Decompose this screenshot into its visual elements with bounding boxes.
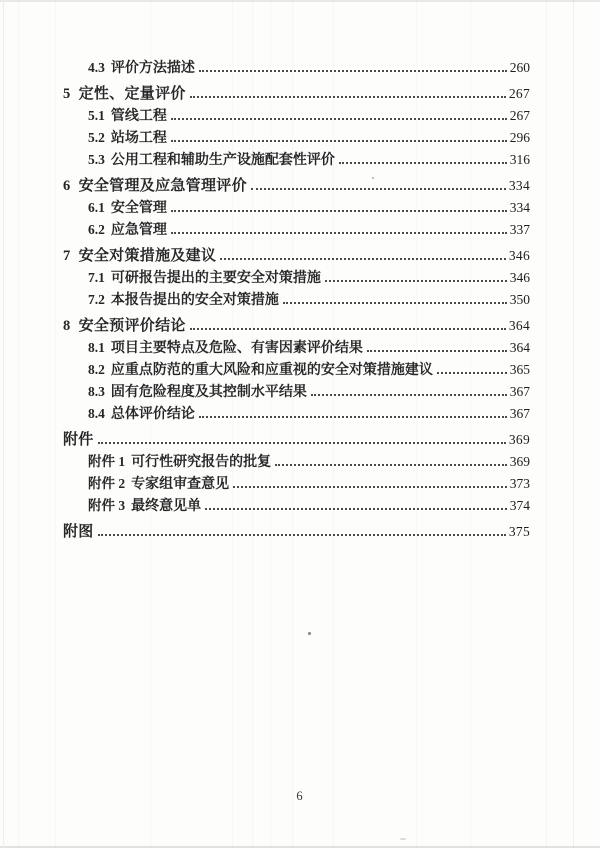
toc-entry-page: 365 bbox=[509, 362, 530, 377]
toc-entry-title: 本报告提出的安全对策措施 bbox=[110, 293, 279, 308]
dot-leader bbox=[205, 508, 507, 510]
dot-leader bbox=[190, 328, 506, 330]
scan-stripe bbox=[573, 0, 574, 848]
toc-entry-number: 7.2 bbox=[88, 292, 105, 307]
toc-entry-page: 267 bbox=[509, 108, 530, 123]
toc-entry-number: 6 bbox=[63, 178, 71, 194]
toc-entry bbox=[63, 197, 530, 219]
dot-leader bbox=[171, 232, 507, 234]
toc-entry-title: 最终意见单 bbox=[131, 499, 202, 514]
toc-entry bbox=[63, 429, 530, 451]
toc-entry bbox=[63, 245, 530, 267]
toc-entry-title: 附图 bbox=[63, 524, 94, 540]
toc-entry-page: 373 bbox=[509, 476, 530, 491]
toc-entry-title: 固有危险程度及其控制水平结果 bbox=[110, 385, 307, 400]
toc-entry-title: 可研报告提出的主要安全对策措施 bbox=[110, 271, 321, 286]
toc-entry-title: 定性、定量评价 bbox=[78, 86, 186, 102]
toc-entry bbox=[63, 57, 530, 79]
toc-entry bbox=[63, 315, 530, 337]
toc-entry-page: 334 bbox=[508, 178, 530, 193]
toc-entry-number: 附件 2 bbox=[88, 476, 126, 491]
toc-entry bbox=[63, 219, 530, 241]
toc-entry bbox=[63, 267, 530, 289]
toc-entry-title: 评价方法描述 bbox=[110, 61, 195, 76]
page-number: 6 bbox=[296, 789, 304, 803]
dot-leader bbox=[275, 464, 507, 466]
toc-entry bbox=[63, 337, 530, 359]
toc-entry-number: 8 bbox=[63, 318, 71, 334]
scan-edge-top bbox=[0, 0, 600, 2]
dot-leader bbox=[251, 188, 506, 190]
dot-leader bbox=[171, 210, 507, 212]
dot-leader bbox=[233, 486, 507, 488]
toc-entry-title: 项目主要特点及危险、有害因素评价结果 bbox=[110, 341, 363, 356]
toc-entry-title: 站场工程 bbox=[110, 131, 167, 146]
toc-entry-number: 8.1 bbox=[88, 340, 105, 355]
toc-entry bbox=[63, 105, 530, 127]
toc-entry-title: 专家组审查意见 bbox=[131, 477, 230, 492]
toc-entry-number: 5.3 bbox=[88, 152, 105, 167]
toc-entry bbox=[63, 289, 530, 311]
toc-entry-page: 267 bbox=[508, 86, 530, 101]
toc-entry-number: 8.3 bbox=[88, 384, 105, 399]
toc-entry-page: 367 bbox=[509, 406, 530, 421]
toc-entry-title: 管线工程 bbox=[110, 109, 167, 124]
toc-entry-page: 316 bbox=[509, 152, 530, 167]
toc-entry-title: 安全预评价结论 bbox=[78, 318, 186, 334]
toc-entry-page: 346 bbox=[509, 270, 530, 285]
toc-entry bbox=[63, 521, 530, 543]
toc-entry-page: 369 bbox=[509, 454, 530, 469]
dot-leader bbox=[283, 302, 507, 304]
scan-stripe bbox=[55, 0, 56, 848]
toc-entry bbox=[63, 83, 530, 105]
dot-leader bbox=[367, 350, 507, 352]
scan-speck bbox=[308, 632, 311, 635]
toc-entry bbox=[63, 149, 530, 171]
dot-leader bbox=[199, 416, 507, 418]
toc-entry-title: 应重点防范的重大风险和应重视的安全对策措施建议 bbox=[110, 363, 433, 378]
toc-entry-page: 367 bbox=[509, 384, 530, 399]
toc-entry-number: 附件 3 bbox=[88, 498, 126, 513]
toc-entry-number: 附件 1 bbox=[88, 454, 126, 469]
toc-entry-number: 5.1 bbox=[88, 108, 105, 123]
toc-entry-page: 369 bbox=[508, 432, 530, 447]
dot-leader bbox=[220, 258, 506, 260]
dot-leader bbox=[171, 140, 507, 142]
toc-entry-number: 6.1 bbox=[88, 200, 105, 215]
toc-entry-number: 8.4 bbox=[88, 406, 105, 421]
toc-entry-page: 364 bbox=[508, 318, 530, 333]
toc-entry-title: 安全对策措施及建议 bbox=[78, 248, 217, 264]
toc-entry-title: 安全管理 bbox=[110, 201, 167, 216]
dot-leader bbox=[199, 70, 507, 72]
toc-entry-title: 可行性研究报告的批复 bbox=[131, 455, 272, 470]
toc-entry-title: 公用工程和辅助生产设施配套性评价 bbox=[110, 153, 335, 168]
toc-entry-title: 安全管理及应急管理评价 bbox=[78, 178, 247, 194]
toc-entry-number: 7.1 bbox=[88, 270, 105, 285]
toc-entry bbox=[63, 127, 530, 149]
dot-leader bbox=[171, 118, 507, 120]
toc-entry-number: 7 bbox=[63, 248, 71, 264]
dot-leader bbox=[325, 280, 507, 282]
toc-entry-number: 8.2 bbox=[88, 362, 105, 377]
toc-entry bbox=[63, 403, 530, 425]
toc-entry-title: 应急管理 bbox=[110, 223, 167, 238]
toc-entry bbox=[63, 473, 530, 495]
toc-entry-page: 334 bbox=[509, 200, 530, 215]
scan-stripe bbox=[546, 0, 547, 848]
toc-entry-page: 375 bbox=[508, 524, 530, 539]
toc-entry-number: 5.2 bbox=[88, 130, 105, 145]
toc-entry bbox=[63, 495, 530, 517]
table-of-contents bbox=[63, 57, 530, 543]
toc-entry-page: 350 bbox=[509, 292, 530, 307]
toc-entry bbox=[63, 175, 530, 197]
dot-leader bbox=[311, 394, 507, 396]
toc-entry-page: 337 bbox=[509, 222, 530, 237]
dot-leader bbox=[190, 96, 506, 98]
toc-entry-number: 6.2 bbox=[88, 222, 105, 237]
toc-entry bbox=[63, 451, 530, 473]
toc-entry-page: 346 bbox=[508, 248, 530, 263]
toc-entry-page: 374 bbox=[509, 498, 530, 513]
toc-entry-page: 296 bbox=[509, 130, 530, 145]
dot-leader bbox=[437, 372, 507, 374]
dot-leader bbox=[98, 534, 506, 536]
toc-entry-page: 260 bbox=[509, 60, 530, 75]
toc-entry-number: 4.3 bbox=[88, 60, 105, 75]
dot-leader bbox=[339, 162, 507, 164]
toc-entry-number: 5 bbox=[63, 86, 71, 102]
scan-edge-left bbox=[3, 0, 4, 848]
scan-speck bbox=[400, 838, 406, 840]
dot-leader bbox=[98, 442, 506, 444]
toc-entry bbox=[63, 381, 530, 403]
scan-stripe bbox=[18, 0, 19, 848]
toc-entry-title: 附件 bbox=[63, 432, 94, 448]
toc-entry bbox=[63, 359, 530, 381]
page-footer bbox=[0, 789, 600, 804]
toc-entry-title: 总体评价结论 bbox=[110, 407, 195, 422]
toc-entry-page: 364 bbox=[509, 340, 530, 355]
